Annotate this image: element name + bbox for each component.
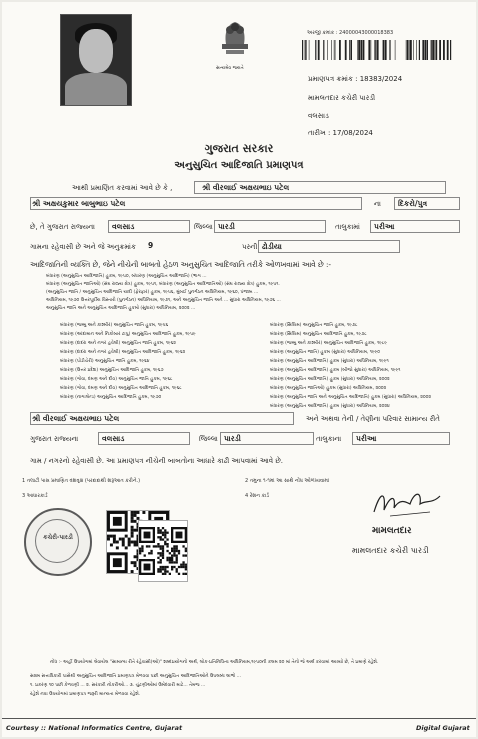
district-value: વલસાડ bbox=[112, 222, 135, 231]
barcode bbox=[302, 40, 452, 60]
application-number: અરજી ક્રમાંક : 24000043000018383 bbox=[307, 30, 394, 36]
list-intro-3: (અનુસુચિત જાતિ / અનુસુચિત આદિજાતિ યાદી (ફેરફાર) હુકમ, ૧૯૫૬, મુંબઈ પુનર્ગઠન અધિનિયમ, ૧૯૬૦, પંજાબ ... bbox=[46, 290, 259, 295]
village-value: પરીઆ bbox=[374, 222, 395, 231]
list-right-9: બંધારણ (અનુસુચિત જાતિ અને અનુસુચિત આદિજાતિ) હુકમ (સુધારા) અધિનિયમ, ૨૦૦૨ bbox=[270, 395, 431, 400]
father-name-2: શ્રી વીરલાઈ અક્ષયભાઇ પટેલ bbox=[32, 414, 120, 423]
signatory-office: મામલતદાર કચેરી પારડી bbox=[352, 546, 429, 555]
list-intro-2: બંધારણ (અનુસુચિત જાતિઓ) (સંઘ રાજ્ય ક્ષેત્ર) હુકમ, ૧૯૫૧, બંધારણ (અનુસુચિત આદિજાતિઓ) (સંઘ રાજ્ય ક્ષેત્ર) હુકમ, ૧૯૫૧. bbox=[46, 282, 280, 287]
footer-courtesy: Courtesy :: National Informatics Centre, Gujarat bbox=[6, 724, 183, 732]
issuing-office: મામલતદાર કચેરી પારડી bbox=[308, 94, 376, 102]
footer-brand: Digital Gujarat bbox=[416, 724, 470, 732]
list-left-7: બંધારણ (ગોવા, દમણ અને દીવ) અનુસુચિત જાતિ હુકમ, ૧૯૬૮ bbox=[60, 377, 173, 382]
list-intro-5: અનુસુચિત જાતિ અને અનુસુચિત આદિજાતિ હુકમો (સુધારા) અધિનિયમ, ૨૦૦૨ ... bbox=[46, 306, 196, 311]
list-right-3: બંધારણ (જમ્મુ અને કાશ્મીર) અનુસુચિત આદિજાતિ હુકમ, ૧૯૮૯ bbox=[270, 341, 388, 346]
applicant-name: શ્રી અક્ષયકુમાર બાબુભાઇ પટેલ bbox=[32, 199, 126, 208]
basis-item-1: 1 તલાટી પાસ પ્રમાણિત વંશવૃક્ષ (પરદાદાથી શરૂઆત કરીને.) bbox=[22, 478, 141, 484]
state-text: છે, તે ગુજરાત રાજ્યના bbox=[30, 223, 95, 231]
taluka-value-2: પારડી bbox=[224, 434, 241, 443]
list-left-9: બંધારણ (નાગાલેન્ડ) અનુસુચિત આદિજાતિ હુકમ, ૧૯૭૦ bbox=[60, 395, 162, 400]
basis-item-3: 3 આધારકાર્ડ bbox=[22, 493, 48, 499]
list-left-8: બંધારણ (ગોવા, દમણ અને દીવ) અનુસુચિત આદિજાતિ હુકમ, ૧૯૬૮ bbox=[60, 386, 182, 391]
father-name: શ્રી વીરલાઈ અક્ષયભાઇ પટેલ bbox=[202, 183, 290, 192]
note-1: નોંધ :- અહીં ઉપયોગમાં લેવાયેલ "સામાન્ય રીતે રહેવાસી(ઓ)" શબ્દપ્રયોગનો અર્થ, લોક-પ્રતિનિધિત્વ અધિનિયમ,૧૯૫૦ની કલમ ૨૦ માં તેનો જે અર્થ કરવામાં આવ્યો છે, તે પ્રમાણે રહેશે. bbox=[50, 660, 379, 665]
certificate-page bbox=[2, 2, 476, 737]
list-intro-4: અધિનિયમ, ૧૯૭૦ ઉત્તરપૂર્વીય વિસ્તારો (પુનર્ગઠન) અધિનિયમ, ૧૯૭૧, અને અનુસુચિત જાતિ અને ... સુધારા અધિનિયમ, ૧૯૭૬ ... bbox=[46, 298, 281, 303]
list-right-6: બંધારણ (અનુસુચિત આદિજાતિ) હુકમ (બીજો સુધારા) અધિનિયમ, ૧૯૯૧ bbox=[270, 368, 401, 373]
state-text-2: ગુજરાત રાજ્યના bbox=[30, 435, 79, 443]
village-text: ગામના રહેવાસી છે અને જે અનુક્રમાંક bbox=[30, 243, 136, 251]
list-right-7: બંધારણ (અનુસુચિત આદિજાતિ) હુકમ (સુધારા) અધિનિયમ, ૨૦૦૨ bbox=[270, 377, 390, 382]
list-right-1: બંધારણ (સિક્કિમ) અનુસુચિત જાતિ હુકમ, ૧૯૭૮ bbox=[270, 323, 358, 328]
list-left-5: બંધારણ (પોંડીચેરી) અનુસુચિત જાતિ હુકમ, ૧૯૬૪ bbox=[60, 359, 150, 364]
village-value-2: પરીઆ bbox=[356, 434, 377, 443]
serial-label: પરની bbox=[242, 243, 258, 251]
list-left-4: બંધારણ (દાદરા અને નગર હવેલી) અનુસુચિત આદિજાતિ હુકમ, ૧૯૬૨ bbox=[60, 350, 186, 355]
jilla-label-2: જિલ્લા bbox=[199, 435, 218, 443]
list-right-5: બંધારણ (અનુસુચિત આદિજાતિ) હુકમ (સુધારા) અધિનિયમ, ૧૯૯૧ bbox=[270, 359, 389, 364]
basis-item-4: 4 રેશન કાર્ડ bbox=[245, 493, 270, 499]
tribe-line: આદિજાતિની વ્યક્તિ છે, જેને નીચેની બાબતો હેઠળ અનુસુચિત આદિજાતિ તરીકે ઓળખવામાં આવે છે :- bbox=[30, 260, 332, 269]
tribe-value: ઢોડીયા bbox=[262, 242, 282, 251]
issue-date: તારીખ : 17/08/2024 bbox=[308, 129, 373, 137]
list-left-3: બંધારણ (દાદરા અને નગર હવેલી) અનુસુચિત જાતિ હુકમ, ૧૯૬૨ bbox=[60, 341, 176, 346]
certificate-number: પ્રમાણપત્ર ક્રમાંક : 18383/2024 bbox=[308, 75, 403, 83]
signature bbox=[370, 482, 444, 522]
taluka-value: પારડી bbox=[218, 222, 235, 231]
taluka-label: તાલુકામાં bbox=[335, 223, 360, 231]
list-left-6: બંધારણ (ઉત્તર પ્રદેશ) અનુસુચિત આદિજાતિ હુકમ, ૧૯૬૭ bbox=[60, 368, 164, 373]
seal-text: કચેરી-પારડી bbox=[43, 534, 73, 541]
issue-text: ગામ / નગરનો રહેવાસી છે. આ પ્રમાણપત્ર નીચેની બાબતોના આધારે કાઢી આપવામાં આવે છે. bbox=[30, 457, 283, 465]
list-left-1: બંધારણ (જમ્મુ અને કાશ્મીર) અનુસુચિત જાતિ હુકમ, ૧૯૫૬ bbox=[60, 323, 169, 328]
qr-code-right bbox=[138, 520, 188, 582]
na-label: ના bbox=[374, 200, 381, 208]
government-title: ગુજરાત સરકાર bbox=[204, 142, 274, 155]
note-2: સક્ષમ સત્તાધિકારી પાસેથી અનુસુચિત આદિજાતિ પ્રમાણપત્ર મેળવવા પછી અનુસુચિત આદિજાતિઓને ઉપલબ્ધ લાભો ... bbox=[30, 674, 242, 679]
note-4: રહેશે નવા ઉપયોગમાં પ્રમાણપત્ર જરૂરી માન્યતા મેળવવા રહેશે. bbox=[30, 692, 141, 697]
emblem-caption: સત્યમેવ જયતે bbox=[216, 66, 244, 71]
applicant-photo bbox=[60, 14, 132, 106]
issuing-place: વલસાડ bbox=[308, 112, 329, 120]
list-right-10: બંધારણ (અનુસુચિત આદિજાતિ) હુકમ (સુધારા) અધિનિયમ, ૨૦૨૪ bbox=[270, 404, 390, 409]
list-right-4: બંધારણ (અનુસુચિત જાતિ) હુકમ (સુધારા) અધિનિયમ, ૧૯૯૦ bbox=[270, 350, 380, 355]
district-value-2: વલસાડ bbox=[102, 434, 125, 443]
note-3: ૧. પ્રકરણ ૧૦ પછી કેળવણી ... ૨. સરકારી નોકરીઓ... ૩. ચુંટણીઓમાં ઉમેદવારી માટે... તેમજ ... bbox=[30, 683, 206, 688]
jilla-label: જિલ્લા bbox=[194, 223, 213, 231]
certify-text: આથી પ્રમાણિત કરવામાં આવે છે કે , bbox=[72, 184, 173, 192]
office-seal bbox=[24, 508, 92, 576]
list-intro-1: બંધારણ (અનુસુચિત આદિજાતિ) હુકમ, ૧૯૫૦, બંધારણ (અનુસુચિત આદિજાતિ) (ભાગ ... bbox=[46, 274, 207, 279]
signatory-title: મામલતદાર bbox=[372, 526, 412, 536]
list-right-8: બંધારણ (અનુસુચિત જાતિઓ) હુકમ (સુધારા) અધિનિયમ, ૨૦૦૨ bbox=[270, 386, 387, 391]
serial-number: 9 bbox=[148, 241, 154, 250]
basis-item-2: 2 તમુના ૧-૧માં આ સાથે નોંધ ઓળખાવામાં bbox=[245, 478, 330, 484]
taluka-label-2: તાલુકાના bbox=[316, 435, 342, 443]
state-emblem-icon bbox=[214, 14, 256, 64]
list-left-2: બંધારણ (આંદામાન અને નિકોબાર ટાપુ) અનુસુચિત આદિજાતિ હુકમ, ૧૯૫૯ bbox=[60, 332, 196, 337]
family-text: અને અથવા તેની / તેણીના પરિવાર સામાન્ય રીતે bbox=[306, 415, 440, 423]
list-right-2: બંધારણ (સિક્કિમ) અનુસુચિત આદિજાતિ હુકમ, ૧૯૭૮ bbox=[270, 332, 367, 337]
certificate-title: અનુસુચિત આદિજાતિ પ્રમાણપત્ર bbox=[174, 160, 304, 171]
relation-value: દિકરો/પુત્ર bbox=[398, 199, 428, 208]
